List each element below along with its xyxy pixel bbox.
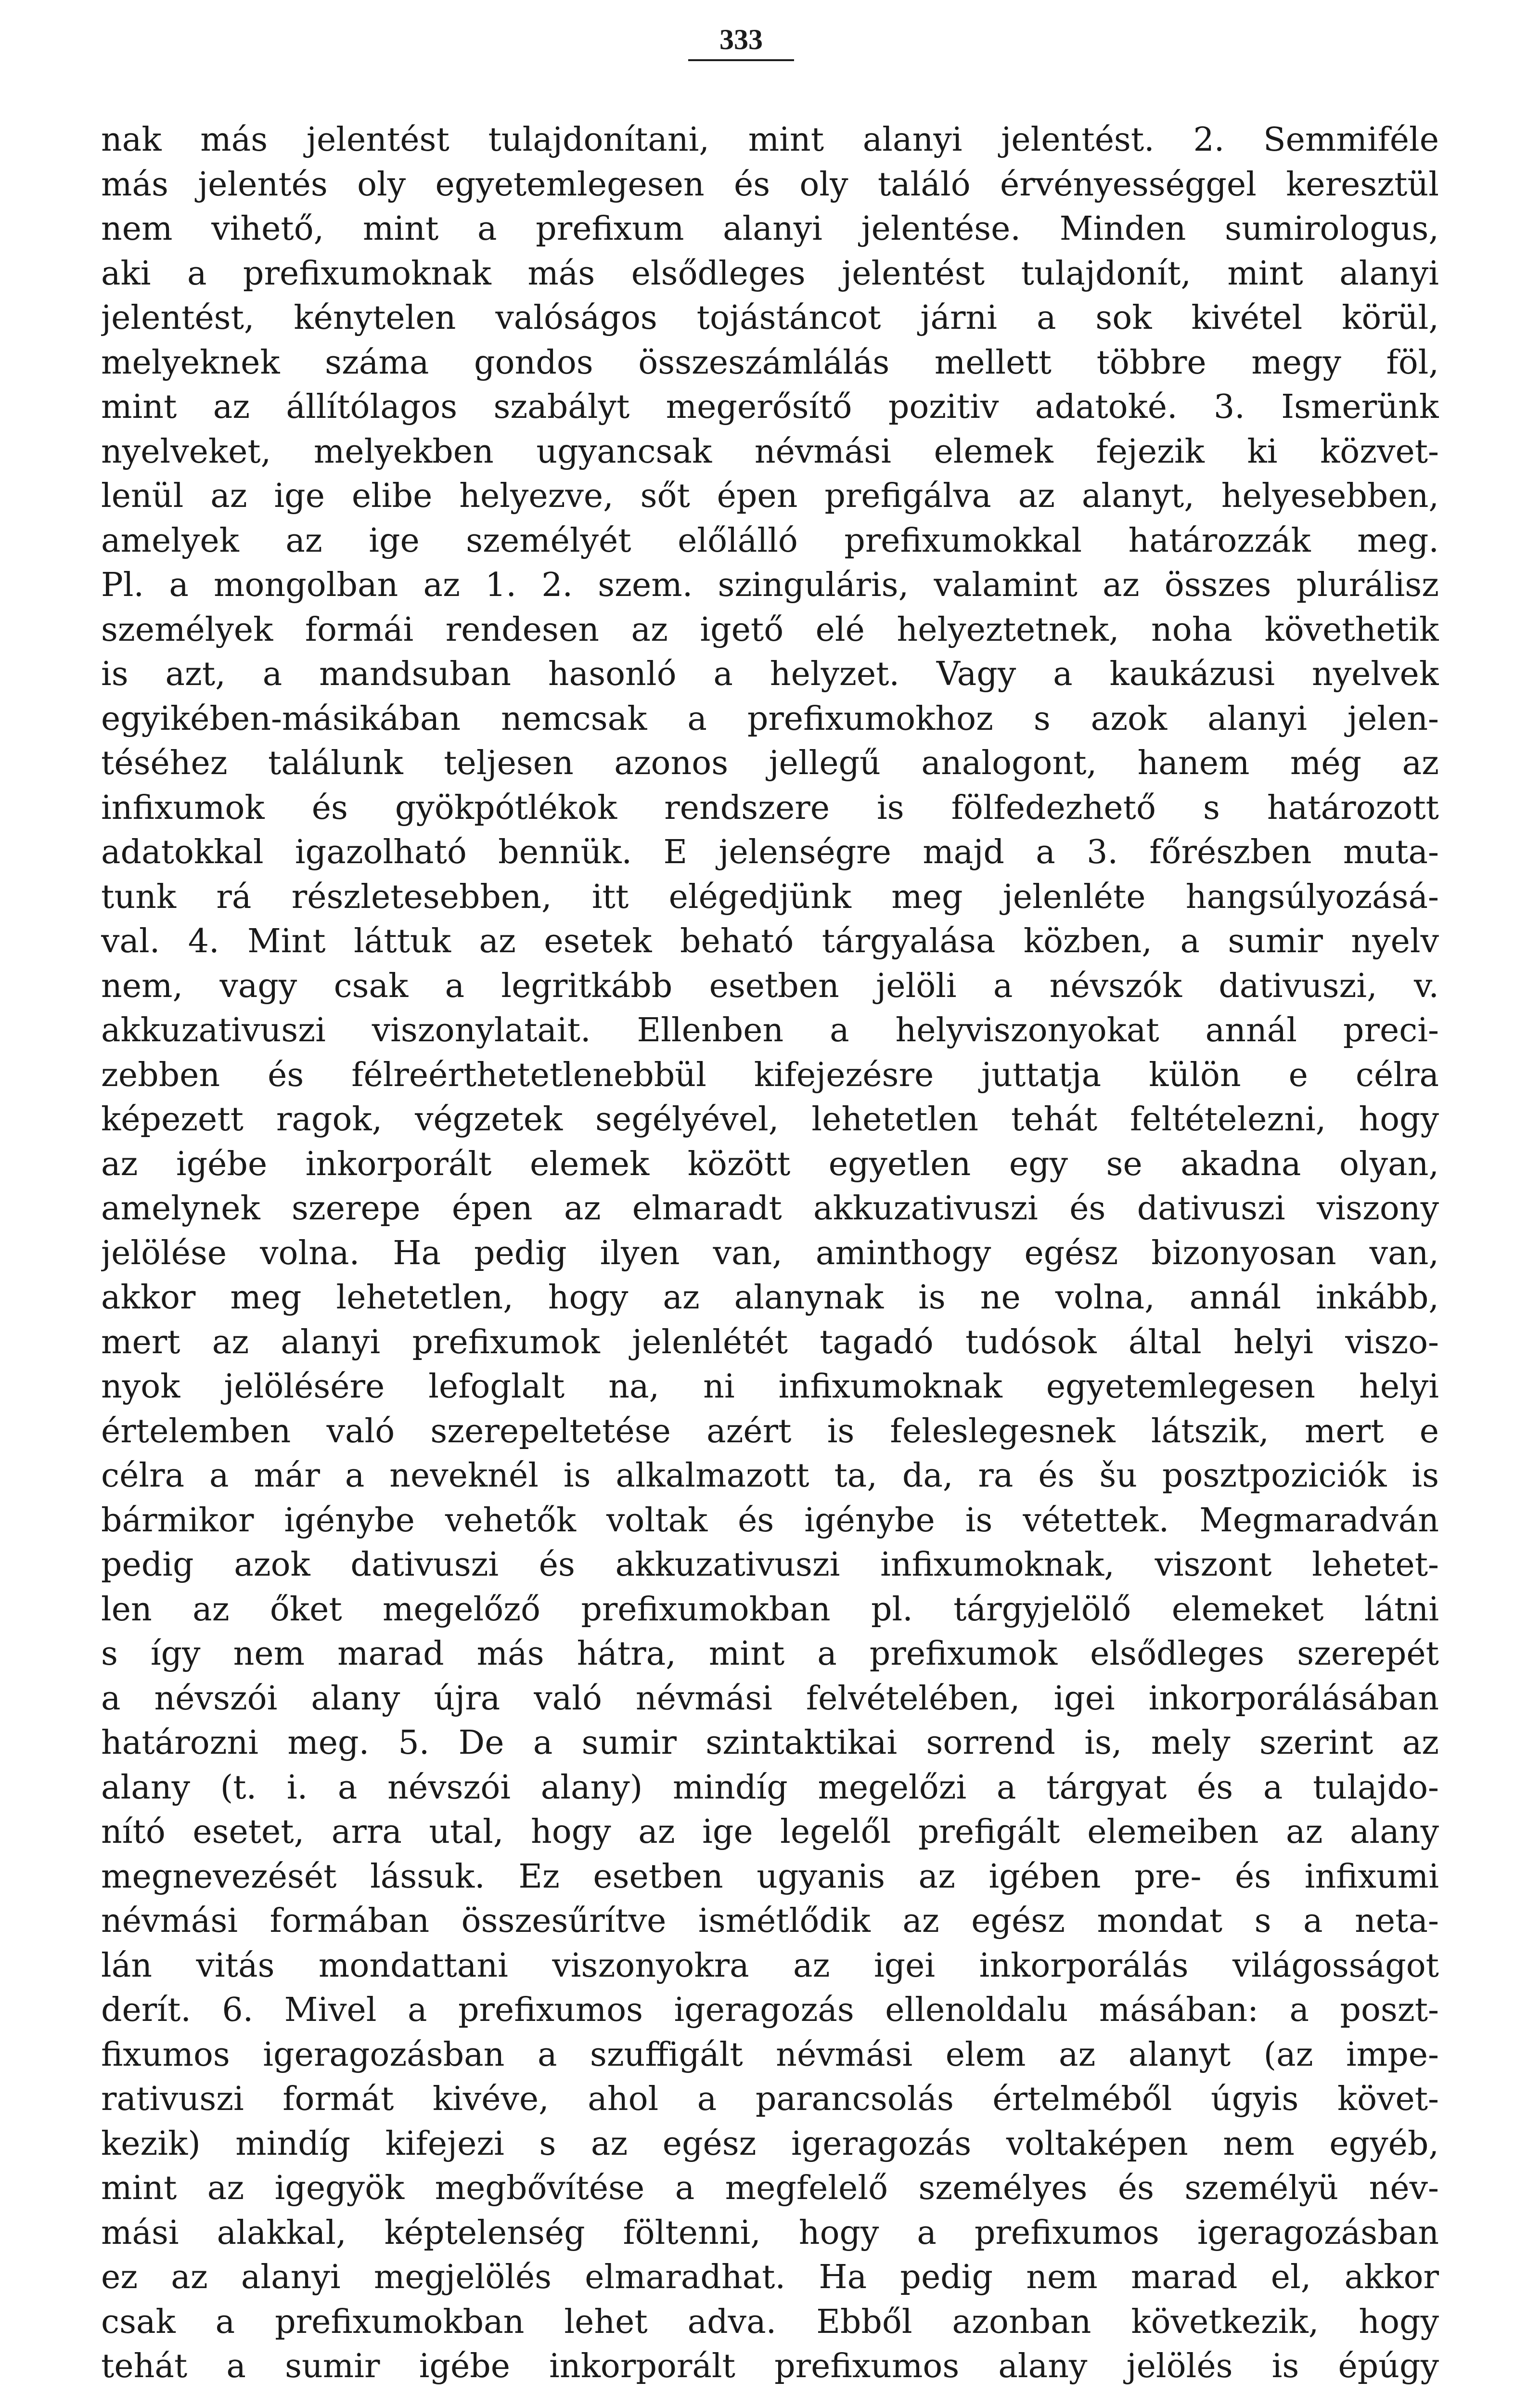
text-line: Pl. a mongolban az 1. 2. szem. szinguláris, valamint az összes plurálisz	[101, 566, 1439, 604]
text-line: jelölése volna. Ha pedig ilyen van, aminthogy egész bizonyosan van,	[101, 1234, 1439, 1272]
text-line: képezett ragok, végzetek segélyével, lehetetlen tehát feltételezni, hogy	[101, 1100, 1439, 1139]
text-line: mint az állítólagos szabályt megerősítő pozitiv adatoké. 3. Ismerünk	[101, 388, 1439, 426]
text-line: lenül az ige elibe helyezve, sőt épen prefigálva az alanyt, helyesebben,	[101, 477, 1439, 515]
page-number: 333	[688, 23, 794, 61]
text-line: alany (t. i. a névszói alany) mindíg megelőzi a tárgyat és a tulajdo-	[101, 1768, 1439, 1807]
text-line: rativuszi formát kivéve, ahol a parancsolás értelméből úgyis követ-	[101, 2080, 1439, 2118]
text-line: tehát a sumir igébe inkorporált prefixumos alany jelölés is épúgy	[101, 2347, 1439, 2385]
text-line: akkor meg lehetetlen, hogy az alanynak is ne volna, annál inkább,	[101, 1279, 1439, 1317]
text-line: lán vitás mondattani viszonyokra az igei inkorporálás világosságot	[101, 1946, 1439, 1985]
text-line: egyikében-másikában nemcsak a prefixumokhoz s azok alanyi jelen-	[101, 699, 1439, 738]
text-line: az igébe inkorporált elemek között egyetlen egy se akadna olyan,	[101, 1145, 1439, 1183]
text-line: is azt, a mandsuban hasonló a helyzet. Vagy a kaukázusi nyelvek	[101, 655, 1439, 693]
text-line: mási alakkal, képtelenség föltenni, hogy a prefixumos igeragozásban	[101, 2213, 1439, 2252]
text-line: kezik) mindíg kifejezi s az egész igeragozás voltaképen nem egyéb,	[101, 2124, 1439, 2163]
text-line: nem vihető, mint a prefixum alanyi jelentése. Minden sumirologus,	[101, 210, 1439, 248]
text-line: nyelveket, melyekben ugyancsak névmási elemek fejezik ki közvet-	[101, 432, 1439, 471]
text-line: megnevezését lássuk. Ez esetben ugyanis az igében pre- és infixumi	[101, 1857, 1439, 1896]
text-line: mert az alanyi prefixumok jelenlétét tagadó tudósok által helyi viszo-	[101, 1323, 1439, 1361]
text-line: akkuzativuszi viszonylatait. Ellenben a helyviszonyokat annál preci-	[101, 1011, 1439, 1049]
text-line: s így nem marad más hátra, mint a prefixumok elsődleges szerepét	[101, 1635, 1439, 1673]
text-line: len az őket megelőző prefixumokban pl. tárgyjelölő elemeket látni	[101, 1590, 1439, 1629]
text-line: csak a prefixumokban lehet adva. Ebből azonban következik, hogy	[101, 2303, 1439, 2341]
text-line: ez az alanyi megjelölés elmaradhat. Ha pedig nem marad el, akkor	[101, 2258, 1439, 2296]
text-line: infixumok és gyökpótlékok rendszere is fölfedezhető s határozott	[101, 789, 1439, 827]
text-line: nító esetet, arra utal, hogy az ige legelől prefigált elemeiben az alany	[101, 1813, 1439, 1851]
body-text	[101, 118, 1439, 2405]
text-line: téséhez találunk teljesen azonos jellegű analogont, hanem még az	[101, 744, 1439, 782]
text-line: értelemben való szerepeltetése azért is feleslegesnek látszik, mert e	[101, 1412, 1439, 1450]
text-line: val. 4. Mint láttuk az esetek beható tárgyalása közben, a sumir nyelv	[101, 922, 1439, 960]
text-line: amelynek szerepe épen az elmaradt akkuzativuszi és dativuszi viszony	[101, 1190, 1439, 1228]
text-line: más jelentés oly egyetemlegesen és oly találó érvényességgel keresztül	[101, 165, 1439, 204]
text-line: bármikor igénybe vehetők voltak és igénybe is vétettek. Megmaradván	[101, 1501, 1439, 1540]
text-line: névmási formában összesűrítve ismétlődik az egész mondat s a neta-	[101, 1902, 1439, 1940]
text-line: fixumos igeragozásban a szuffigált névmási elem az alanyt (az impe-	[101, 2035, 1439, 2074]
text-line: nak más jelentést tulajdonítani, mint alanyi jelentést. 2. Semmiféle	[101, 121, 1439, 159]
text-line: derít. 6. Mivel a prefixumos igeragozás ellenoldalu másában: a poszt-	[101, 1991, 1439, 2029]
text-line: mint az igegyök megbővítése a megfelelő személyes és személyü név-	[101, 2169, 1439, 2207]
text-line: aki a prefixumoknak más elsődleges jelentést tulajdonít, mint alanyi	[101, 254, 1439, 293]
text-line: tunk rá részletesebben, itt elégedjünk meg jelenléte hangsúlyozásá-	[101, 878, 1439, 916]
text-line: a névszói alany újra való névmási felvételében, igei inkorporálásában	[101, 1679, 1439, 1718]
text-line: személyek formái rendesen az igető elé helyeztetnek, noha követhetik	[101, 610, 1439, 649]
text-line: jelentést, kénytelen valóságos tojástáncot járni a sok kivétel körül,	[101, 299, 1439, 337]
text-line: pedig azok dativuszi és akkuzativuszi infixumoknak, viszont lehetet-	[101, 1546, 1439, 1584]
text-line: adatokkal igazolható bennük. E jelenségre majd a 3. főrészben muta-	[101, 833, 1439, 871]
text-line: zebben és félreérthetetlenebbül kifejezésre juttatja külön e célra	[101, 1056, 1439, 1094]
text-line: célra a már a neveknél is alkalmazott ta, da, ra és šu posztpoziciók is	[101, 1457, 1439, 1495]
text-line: nyok jelölésére lefoglalt na, ni infixumoknak egyetemlegesen helyi	[101, 1368, 1439, 1406]
text-line: melyeknek száma gondos összeszámlálás mellett többre megy föl,	[101, 343, 1439, 382]
text-line: határozni meg. 5. De a sumir szintaktikai sorrend is, mely szerint az	[101, 1724, 1439, 1762]
text-line: nem, vagy csak a legritkább esetben jelöli a névszók dativuszi, v.	[101, 967, 1439, 1005]
text-line: amelyek az ige személyét előlálló prefixumokkal határozzák meg.	[101, 521, 1439, 560]
